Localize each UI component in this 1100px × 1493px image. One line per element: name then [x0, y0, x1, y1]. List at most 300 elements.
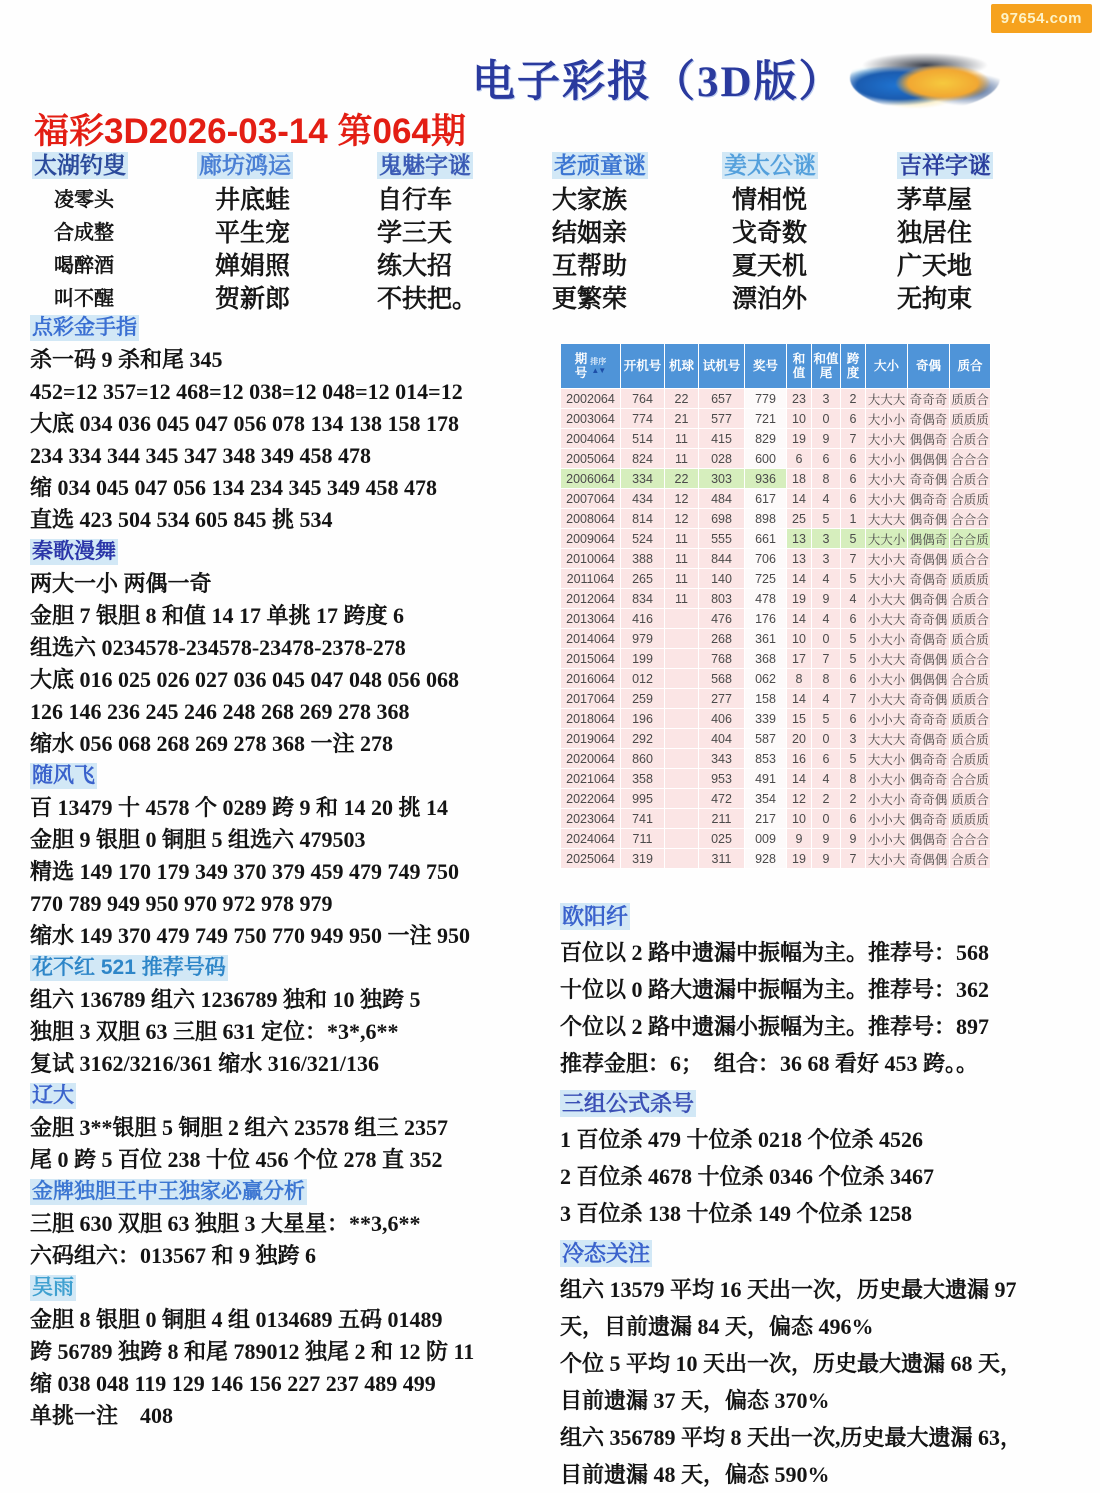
- analysis-section: [30, 536, 560, 760]
- table-cell: 奇偶偶: [908, 649, 950, 669]
- section-line: 金胆 7 银胆 8 和值 14 17 单挑 17 跨度 6: [30, 603, 405, 628]
- table-cell: 2023064: [561, 809, 621, 829]
- table-cell: 617: [745, 489, 787, 509]
- table-cell: 334: [621, 469, 665, 489]
- table-cell: 012: [621, 669, 665, 689]
- table-cell: 6: [812, 749, 841, 769]
- table-cell: 7: [841, 549, 866, 569]
- table-column-header: [950, 344, 991, 389]
- riddle-item: 叫不醒: [54, 288, 114, 310]
- table-cell: 偶奇奇: [908, 809, 950, 829]
- table-cell: 大大小: [866, 529, 908, 549]
- section-title: 点彩金手指: [32, 316, 137, 339]
- table-cell: 6: [841, 609, 866, 629]
- table-cell: 196: [621, 709, 665, 729]
- table-cell: 6: [841, 709, 866, 729]
- table-cell: 22: [665, 389, 699, 409]
- table-cell: 偶偶奇: [908, 829, 950, 849]
- riddle-item: 井底蛙: [215, 186, 291, 214]
- table-cell: 7: [841, 849, 866, 869]
- table-cell: 偶奇奇: [908, 489, 950, 509]
- table-cell: 764: [621, 389, 665, 409]
- table-cell: 9: [812, 589, 841, 609]
- table-cell: 4: [812, 489, 841, 509]
- table-row: [561, 529, 991, 549]
- riddle-column: [552, 152, 722, 316]
- table-cell: 4: [841, 589, 866, 609]
- table-cell: 354: [745, 789, 787, 809]
- right-analysis-sections: [560, 895, 1095, 1493]
- table-column-header: [699, 344, 745, 389]
- riddle-item: 自行车: [377, 186, 453, 214]
- header-text: [841, 352, 865, 380]
- table-cell: 936: [745, 469, 787, 489]
- table-cell: 14: [787, 609, 812, 629]
- table-cell: 合质质: [950, 489, 991, 509]
- riddle-item: 互帮助: [552, 252, 628, 280]
- section-title: 金牌独胆王中王独家必赢分析: [32, 1180, 305, 1203]
- table-cell: 21: [665, 409, 699, 429]
- table-cell: 829: [745, 429, 787, 449]
- analysis-section: [30, 1272, 560, 1432]
- table-cell: 2017064: [561, 689, 621, 709]
- riddle-item: 漂泊外: [732, 285, 808, 313]
- riddle-item: 茅草屋: [897, 186, 973, 214]
- header-lines: 机球: [668, 359, 694, 373]
- section-title: 辽大: [32, 1084, 74, 1107]
- left-analysis-panel: [30, 312, 560, 1432]
- table-cell: 2021064: [561, 769, 621, 789]
- table-cell: 028: [699, 449, 745, 469]
- section-line: 大底 034 036 045 047 056 078 134 138 158 178: [30, 411, 460, 436]
- table-row: [561, 569, 991, 589]
- draw-history-table-wrap: [560, 343, 1095, 869]
- header-lines: 试机号: [702, 359, 741, 373]
- table-cell: 合合合: [950, 829, 991, 849]
- table-cell: [665, 669, 699, 689]
- table-cell: 2020064: [561, 749, 621, 769]
- table-cell: 268: [699, 629, 745, 649]
- riddle-column: [197, 152, 377, 316]
- table-cell: 0: [812, 629, 841, 649]
- table-cell: 质质合: [950, 389, 991, 409]
- table-cell: 2018064: [561, 709, 621, 729]
- table-cell: 7: [841, 689, 866, 709]
- sort-icon-label: 排序: [590, 357, 607, 366]
- table-cell: 3: [812, 549, 841, 569]
- table-cell: 奇奇偶: [908, 789, 950, 809]
- right-panel: [560, 343, 1095, 1493]
- section-title: 欧阳纤: [562, 904, 629, 929]
- table-cell: 奇奇偶: [908, 609, 950, 629]
- table-cell: 大大大: [866, 509, 908, 529]
- table-cell: 奇偶奇: [908, 629, 950, 649]
- table-cell: 661: [745, 529, 787, 549]
- table-cell: 2025064: [561, 849, 621, 869]
- table-cell: 14: [787, 489, 812, 509]
- table-cell: 292: [621, 729, 665, 749]
- table-cell: 3: [812, 529, 841, 549]
- section-title: 秦歌漫舞: [32, 540, 116, 563]
- table-cell: 10: [787, 809, 812, 829]
- table-cell: 5: [841, 529, 866, 549]
- riddle-item: 夏天机: [732, 252, 808, 280]
- table-cell: 2013064: [561, 609, 621, 629]
- table-cell: 质质合: [950, 609, 991, 629]
- table-row: [561, 609, 991, 629]
- table-cell: [665, 849, 699, 869]
- riddle-item: 婵娟照: [215, 252, 291, 280]
- table-column-header: [908, 344, 950, 389]
- table-row: [561, 809, 991, 829]
- table-cell: 大小大: [866, 569, 908, 589]
- table-cell: 779: [745, 389, 787, 409]
- table-cell: 奇奇奇: [908, 709, 950, 729]
- table-cell: 奇偶偶: [908, 549, 950, 569]
- table-cell: 5: [841, 649, 866, 669]
- table-cell: 265: [621, 569, 665, 589]
- masthead-title: 电子彩报（3D版）: [472, 59, 844, 106]
- table-cell: 2009064: [561, 529, 621, 549]
- table-cell: 小大大: [866, 589, 908, 609]
- table-cell: 质合质: [950, 629, 991, 649]
- table-cell: 奇奇奇: [908, 389, 950, 409]
- section-line: 目前遗漏 48 天，偏态 590%: [560, 1462, 830, 1487]
- section-line: 缩 038 048 119 129 146 156 227 237 489 499: [30, 1371, 436, 1396]
- table-cell: 大大大: [866, 729, 908, 749]
- riddle-column-title: 姜太公谜: [724, 152, 816, 178]
- table-cell: 9: [812, 849, 841, 869]
- table-cell: 2005064: [561, 449, 621, 469]
- table-cell: 合合质: [950, 769, 991, 789]
- table-cell: 合质质: [950, 749, 991, 769]
- section-line: 组六 356789 平均 8 天出一次,历史最大遗漏 63，: [560, 1425, 1023, 1450]
- section-line: 452=12 357=12 468=12 038=12 048=12 014=12: [30, 379, 463, 404]
- section-line: 精选 149 170 179 349 370 379 459 479 749 750: [30, 859, 460, 884]
- table-cell: 199: [621, 649, 665, 669]
- header-lines: 大小: [873, 359, 899, 373]
- table-cell: 19: [787, 589, 812, 609]
- riddle-item: 广天地: [897, 252, 973, 280]
- table-cell: 大小小: [866, 449, 908, 469]
- riddle-item: 更繁荣: [552, 285, 628, 313]
- table-cell: 768: [699, 649, 745, 669]
- table-cell: 319: [621, 849, 665, 869]
- table-cell: 824: [621, 449, 665, 469]
- table-cell: 600: [745, 449, 787, 469]
- table-cell: 9: [812, 829, 841, 849]
- table-column-header: [866, 344, 908, 389]
- table-cell: 15: [787, 709, 812, 729]
- table-cell: 14: [787, 769, 812, 789]
- table-column-header: [665, 344, 699, 389]
- table-cell: 2011064: [561, 569, 621, 589]
- table-cell: 19: [787, 429, 812, 449]
- table-cell: [665, 629, 699, 649]
- table-cell: 476: [699, 609, 745, 629]
- table-cell: 10: [787, 629, 812, 649]
- table-cell: 11: [665, 449, 699, 469]
- header-lines: 和 值: [792, 352, 806, 380]
- table-cell: 17: [787, 649, 812, 669]
- table-cell: 4: [812, 769, 841, 789]
- section-line: 3 百位杀 138 十位杀 149 个位杀 1258: [560, 1201, 913, 1226]
- table-cell: 奇偶奇: [908, 569, 950, 589]
- table-cell: 16: [787, 749, 812, 769]
- table-cell: [665, 729, 699, 749]
- table-cell: 奇偶偶: [908, 849, 950, 869]
- header-lines: 跨 度: [846, 352, 860, 380]
- table-cell: 211: [699, 809, 745, 829]
- site-watermark: 97654.com: [991, 4, 1092, 33]
- table-cell: 721: [745, 409, 787, 429]
- section-line: 组六 136789 组六 1236789 独和 10 独跨 5: [30, 987, 421, 1012]
- riddle-column: [32, 152, 197, 316]
- header-lines: 开机号: [623, 359, 662, 373]
- table-cell: [665, 749, 699, 769]
- section-line: 百位以 2 路中遗漏中振幅为主。推荐号：568: [560, 940, 990, 965]
- table-cell: [665, 789, 699, 809]
- table-cell: 小大小: [866, 669, 908, 689]
- header-text: [908, 359, 949, 373]
- table-row: [561, 449, 991, 469]
- table-cell: 4: [812, 609, 841, 629]
- riddle-item: 练大招: [377, 252, 453, 280]
- table-cell: 6: [812, 449, 841, 469]
- table-cell: 25: [787, 509, 812, 529]
- table-cell: 11: [665, 569, 699, 589]
- riddle-column: [897, 152, 1067, 316]
- header-text: [621, 359, 664, 373]
- table-cell: 303: [699, 469, 745, 489]
- table-cell: 339: [745, 709, 787, 729]
- table-cell: 质质质: [950, 569, 991, 589]
- table-cell: 814: [621, 509, 665, 529]
- riddle-item: 结姻亲: [552, 219, 628, 247]
- riddle-column-title: 吉祥字谜: [899, 152, 991, 178]
- table-cell: 953: [699, 769, 745, 789]
- table-column-header: [812, 344, 841, 389]
- table-row: [561, 509, 991, 529]
- table-cell: 2022064: [561, 789, 621, 809]
- table-cell: 小大大: [866, 649, 908, 669]
- table-cell: 12: [787, 789, 812, 809]
- section-line: 1 百位杀 479 十位杀 0218 个位杀 4526: [560, 1127, 924, 1152]
- table-cell: 698: [699, 509, 745, 529]
- table-column-header: [841, 344, 866, 389]
- table-cell: 176: [745, 609, 787, 629]
- table-cell: 奇奇偶: [908, 469, 950, 489]
- table-row: [561, 409, 991, 429]
- section-line: 2 百位杀 4678 十位杀 0346 个位杀 3467: [560, 1164, 935, 1189]
- table-cell: 14: [787, 689, 812, 709]
- section-line: 126 146 236 245 246 248 268 269 278 368: [30, 699, 410, 724]
- table-cell: 7: [812, 649, 841, 669]
- table-cell: 062: [745, 669, 787, 689]
- table-cell: 偶奇奇: [908, 749, 950, 769]
- table-cell: 8: [787, 669, 812, 689]
- table-cell: 2012064: [561, 589, 621, 609]
- table-cell: 2: [841, 789, 866, 809]
- table-cell: 质质合: [950, 689, 991, 709]
- section-line: 个位以 2 路中遗漏小振幅为主。推荐号：897: [560, 1014, 990, 1039]
- table-cell: 140: [699, 569, 745, 589]
- section-title: 吴雨: [32, 1276, 74, 1299]
- table-cell: 合质合: [950, 849, 991, 869]
- table-cell: 偶奇奇: [908, 769, 950, 789]
- table-row: [561, 849, 991, 869]
- table-cell: 12: [665, 509, 699, 529]
- section-line: 234 334 344 345 347 348 349 458 478: [30, 443, 371, 468]
- table-cell: 合合合: [950, 509, 991, 529]
- header-text: [561, 352, 620, 380]
- riddle-column-title: 太湖钓叟: [34, 152, 126, 178]
- analysis-section: [30, 952, 560, 1080]
- section-title: 花不红 521 推荐号码: [32, 956, 226, 979]
- table-cell: [665, 769, 699, 789]
- table-cell: 13: [787, 549, 812, 569]
- analysis-section: [560, 1082, 1095, 1232]
- header-text: [866, 359, 907, 373]
- table-cell: 5: [841, 749, 866, 769]
- section-line: 单挑一注 408: [30, 1403, 174, 1428]
- table-cell: 555: [699, 529, 745, 549]
- table-cell: 大小大: [866, 489, 908, 509]
- table-column-header: [745, 344, 787, 389]
- table-cell: 质质合: [950, 709, 991, 729]
- riddle-column: [377, 152, 552, 316]
- table-cell: 大小小: [866, 409, 908, 429]
- table-cell: 853: [745, 749, 787, 769]
- header-lines: 奇偶: [915, 359, 941, 373]
- section-line: 复试 3162/3216/361 缩水 316/321/136: [30, 1051, 379, 1076]
- table-cell: 587: [745, 729, 787, 749]
- sort-icon[interactable]: [590, 357, 606, 375]
- table-cell: 388: [621, 549, 665, 569]
- table-cell: 472: [699, 789, 745, 809]
- table-cell: 343: [699, 749, 745, 769]
- table-row: [561, 769, 991, 789]
- table-cell: 奇偶奇: [908, 409, 950, 429]
- sort-arrows-icon: ▲▼: [591, 366, 606, 375]
- table-cell: 2006064: [561, 469, 621, 489]
- table-cell: [665, 609, 699, 629]
- table-cell: 406: [699, 709, 745, 729]
- section-line: 金胆 8 银胆 0 铜胆 4 组 0134689 五码 01489: [30, 1307, 443, 1332]
- table-cell: 0: [812, 729, 841, 749]
- table-cell: 0: [812, 409, 841, 429]
- table-cell: 416: [621, 609, 665, 629]
- brand-logo: [850, 46, 1000, 110]
- analysis-section: [30, 1080, 560, 1176]
- section-line: 推荐金胆：6； 组合：36 68 看好 453 跨。。: [560, 1051, 979, 1076]
- table-cell: 2008064: [561, 509, 621, 529]
- table-cell: 844: [699, 549, 745, 569]
- table-cell: 11: [665, 429, 699, 449]
- table-row: [561, 709, 991, 729]
- table-cell: 大大小: [866, 749, 908, 769]
- table-row: [561, 789, 991, 809]
- table-cell: 5: [812, 709, 841, 729]
- riddle-item: 喝醉酒: [54, 255, 114, 277]
- section-line: 缩水 056 068 268 269 278 368 一注 278: [30, 731, 394, 756]
- section-line: 六码组六：013567 和 9 独跨 6: [30, 1243, 317, 1268]
- table-cell: 5: [841, 629, 866, 649]
- table-cell: 奇偶奇: [908, 729, 950, 749]
- section-line: 金胆 9 银胆 0 铜胆 5 组选六 479503: [30, 827, 366, 852]
- analysis-section: [30, 760, 560, 952]
- table-cell: 898: [745, 509, 787, 529]
- table-cell: 质合合: [950, 549, 991, 569]
- table-cell: 706: [745, 549, 787, 569]
- table-cell: 合合合: [950, 449, 991, 469]
- section-title: 冷态关注: [562, 1241, 651, 1266]
- table-cell: 217: [745, 809, 787, 829]
- table-cell: 979: [621, 629, 665, 649]
- table-cell: 277: [699, 689, 745, 709]
- header-lines: 奖号: [752, 359, 778, 373]
- table-cell: 995: [621, 789, 665, 809]
- table-cell: 1: [841, 509, 866, 529]
- riddle-item: 无拘束: [897, 285, 973, 313]
- analysis-section: [560, 1232, 1095, 1493]
- table-cell: 小小大: [866, 709, 908, 729]
- table-cell: 524: [621, 529, 665, 549]
- header-lines: 期 号: [574, 352, 588, 380]
- table-cell: 8: [841, 769, 866, 789]
- section-line: 天，目前遗漏 84 天，偏态 496%: [560, 1314, 874, 1339]
- section-line: 个位 5 平均 10 天出一次，历史最大遗漏 68 天，: [560, 1351, 1023, 1376]
- section-line: 770 789 949 950 970 972 978 979: [30, 891, 333, 916]
- table-cell: 11: [665, 589, 699, 609]
- riddle-item: 凌零头: [54, 189, 114, 211]
- table-cell: 2004064: [561, 429, 621, 449]
- table-row: [561, 549, 991, 569]
- table-row: [561, 689, 991, 709]
- riddle-item: 学三天: [377, 219, 453, 247]
- issue-title: 福彩3D2026-03-14 第064期: [34, 112, 466, 151]
- table-column-header: [621, 344, 665, 389]
- table-cell: 803: [699, 589, 745, 609]
- table-cell: 158: [745, 689, 787, 709]
- table-cell: 2003064: [561, 409, 621, 429]
- table-cell: 11: [665, 529, 699, 549]
- table-cell: 491: [745, 769, 787, 789]
- table-cell: 404: [699, 729, 745, 749]
- header-text: [665, 359, 698, 373]
- table-cell: 偶偶奇: [908, 429, 950, 449]
- table-cell: 358: [621, 769, 665, 789]
- table-cell: 质合质: [950, 729, 991, 749]
- table-row: [561, 489, 991, 509]
- riddle-grid: [32, 152, 1072, 316]
- table-cell: 偶奇偶: [908, 589, 950, 609]
- section-line: 组选六 0234578-234578-23478-2378-278: [30, 635, 406, 660]
- header-lines: 和值 尾: [813, 352, 839, 380]
- table-row: [561, 749, 991, 769]
- header-text: [699, 359, 744, 373]
- table-cell: 025: [699, 829, 745, 849]
- section-line: 十位以 0 路大遗漏中振幅为主。推荐号：362: [560, 977, 990, 1002]
- table-cell: 合合质: [950, 529, 991, 549]
- table-cell: 质合合: [950, 649, 991, 669]
- table-cell: 质质质: [950, 409, 991, 429]
- section-line: 两大一小 两偶一奇: [30, 571, 212, 596]
- table-cell: 18: [787, 469, 812, 489]
- table-cell: 009: [745, 829, 787, 849]
- table-cell: 大小大: [866, 469, 908, 489]
- table-cell: 2015064: [561, 649, 621, 669]
